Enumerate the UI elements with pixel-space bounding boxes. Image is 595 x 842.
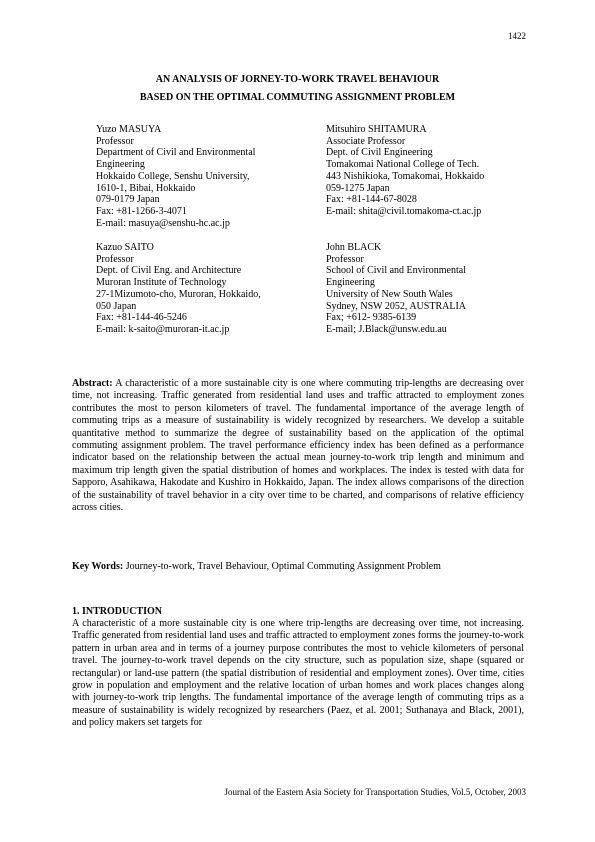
author-line: Dept. of Civil Eng. and Architecture [96,265,242,277]
author-line: 050 Japan [96,300,137,312]
author-block-masuya [96,124,255,229]
author-line: Muroran Institute of Technology [96,277,227,289]
author-email: E-mail; J.Black@unsw.edu.au [326,323,447,335]
keywords-paragraph [72,561,524,573]
author-line: 079-0179 Japan [96,194,160,206]
author-line: 1610-1, Bibai, Hokkaido [96,182,196,194]
author-name: Mitsuhiro SHITAMURA [326,124,427,135]
keywords-text: Journey-to-work, Travel Behaviour, Optimal Commuting Assignment Problem [123,561,441,572]
author-line: Hokkaido College, Senshu University, [96,170,250,182]
author-fax: Fax: +81-144-67-8028 [326,194,417,206]
abstract-paragraph [72,378,524,514]
author-name: John BLACK [326,242,382,253]
author-email: E-mail: k-saito@muroran-it.ac.jp [96,323,230,335]
author-line: School of Civil and Environmental [326,265,466,277]
paper-title-line-1: AN ANALYSIS OF JORNEY-TO-WORK TRAVEL BEHAVIOUR [155,74,440,85]
author-line: University of New South Wales [326,288,453,300]
author-line: 27-1Mizumoto-cho, Muroran, Hokkaido, [96,288,261,300]
author-line: Tomakomai National College of Tech. [326,159,480,171]
author-name: Kazuo SAITO [96,242,154,253]
author-block-black [326,242,466,336]
author-email: E-mail: shita@civil.tomakoma-ct.ac.jp [326,205,482,217]
author-block-shitamura [326,124,484,218]
author-line: Engineering [96,159,145,171]
section-heading-introduction: 1. INTRODUCTION [72,606,163,617]
author-line: Professor [96,253,134,265]
author-line: Professor [96,135,134,147]
author-line: Associate Professor [326,135,406,147]
author-email: E-mail: masuya@senshu-hc.ac.jp [96,217,230,229]
author-fax: Fax: +81-1266-3-4071 [96,205,187,217]
author-line: 059-1275 Japan [326,182,390,194]
author-fax: Fax; +612- 9385-6139 [326,312,417,324]
author-fax: Fax: +81-144-46-5246 [96,312,187,324]
author-line: Department of Civil and Environmental [96,147,256,159]
paper-title-line-2: BASED ON THE OPTIMAL COMMUTING ASSIGNMENT PROBLEM [139,92,456,103]
author-line: Engineering [326,277,375,289]
author-line: Dept. of Civil Engineering [326,147,433,159]
journal-footer: Journal of the Eastern Asia Society for Transportation Studies, Vol.5, October, 2003 [224,787,526,797]
abstract-label: Abstract: [72,378,113,389]
author-line: Professor [326,253,364,265]
author-name: Yuzo MASUYA [96,124,162,135]
page-number: 1422 [508,31,526,41]
keywords-label: Key Words: [72,561,124,572]
abstract-text: A characteristic of a more sustainable city is one where commuting trip-lengths are decreasing over time, not increasing. Traffic generated from residential land uses and traffic attracted to employment zones contributes the most to person kilometers of travel. The fundamental importance of the average length of commuting trips as a measure of sustainability is widely recognized by researchers. We develop a suitable quantitative method to summarize the degree of sustainability based on the application of the optimal commuting assignment problem. The travel performance efficiency index has been defined as a performance indicator based on the relationship between the actual mean journey-to-work trip length and minimum and maximum trip length given the spatial distribution of homes and workplaces. The index is tested with data for Sapporo, Asahikawa, Hakodate and Kushiro in Hokkaido, Japan. The index allows comparisons of the direction of the sustainability of travel behavior in a city over time to be charted, and comparisons of relative efficiency across cities. [72,378,524,514]
introduction-paragraph: A characteristic of a more sustainable city is one where trip-lengths are decreasing over time, not increasing. Traffic generated from residential land uses and traffic attracted to employment zones forms the journey-to-work pattern in urban area and in terms of a journey purpose contributes the most to vehicle kilometers of personal travel. The journey-to-work travel depends on the city structure, such as population size, shape (squared or rectangular) or land-use pattern (the spatial distribution of residential and employment zones). Over time, cities grow in population and employment and the relative location of urban homes and work places changes along with journey-to-work trip lengths. The fundamental importance of the average length of commuting trips as a measure of sustainability is widely recognized by researchers (Paez, et al. 2001; Suthanaya and Black, 2001), and policy makers set targets for [72,618,524,729]
author-line: 443 Nishikioka, Tomakomai, Hokkaido [326,170,485,182]
author-block-saito [96,242,261,336]
author-line: Sydney, NSW 2052, AUSTRALIA [326,300,467,312]
